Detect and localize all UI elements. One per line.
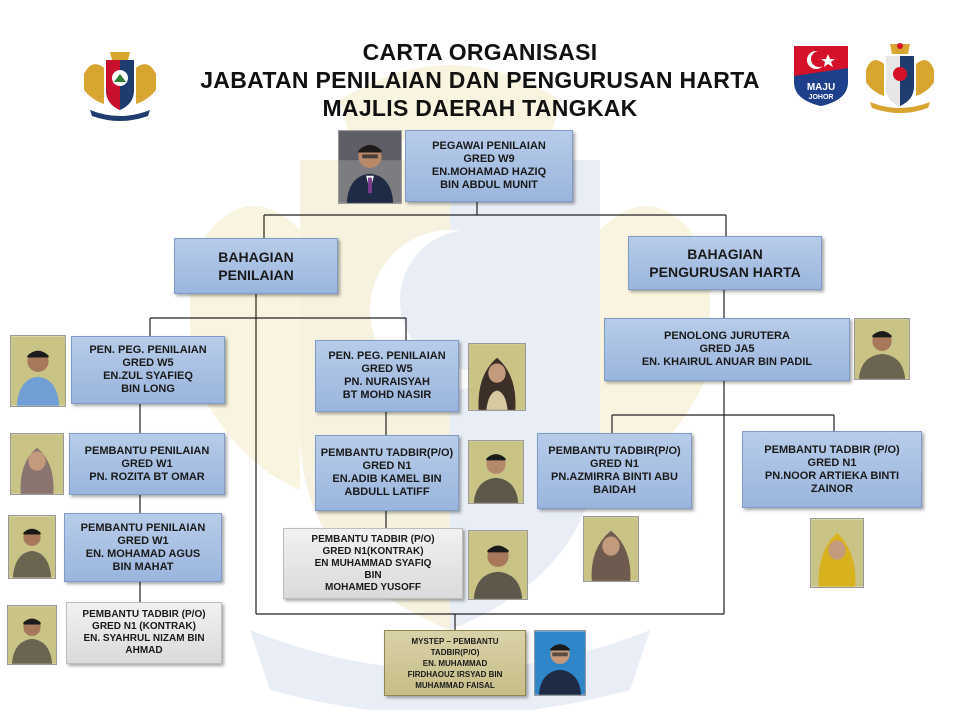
box-mystep-firdhaouz bbox=[384, 630, 526, 696]
nuraisyah-line-4: BT MOHD NASIR bbox=[342, 389, 432, 401]
adib-line-2: GRED N1 bbox=[362, 460, 412, 472]
mystep-line-2: TADBIR(P/O) bbox=[430, 647, 480, 657]
agus-line-4: BIN MAHAT bbox=[112, 560, 174, 573]
azmirra-line-3: PN.AZMIRRA BINTI ABU bbox=[551, 471, 678, 483]
box-noor-artieka bbox=[742, 431, 922, 508]
syahrul-line-1: PEMBANTU TADBIR (P/O) bbox=[82, 609, 206, 620]
khairul-line-2: GRED JA5 bbox=[699, 343, 755, 355]
johor-state-crest-logo bbox=[862, 40, 938, 114]
portrait-nuraisyah bbox=[468, 343, 526, 411]
box-pegawai-penilaian bbox=[405, 130, 573, 202]
maju-text: MAJU bbox=[806, 82, 836, 93]
mystep-line-5: MUHAMMAD FAISAL bbox=[415, 680, 495, 690]
azmirra-line-1: PEMBANTU TADBIR(P/O) bbox=[548, 445, 681, 457]
noor-line-4: ZAINOR bbox=[810, 482, 854, 495]
portrait-noor-artieka bbox=[810, 518, 864, 588]
zul-line-1: PEN. PEG. PENILAIAN bbox=[89, 344, 207, 356]
box-azmirra bbox=[537, 433, 692, 509]
portrait-muhammad-syafiq bbox=[468, 530, 528, 600]
section-harta-line-1: BAHAGIAN bbox=[687, 246, 763, 262]
maju-johor-logo bbox=[790, 42, 852, 108]
mystep-line-1: MYSTEP – PEMBANTU bbox=[411, 636, 499, 646]
head-line-3: EN.MOHAMAD HAZIQ bbox=[431, 166, 547, 178]
syahrul-line-4: AHMAD bbox=[125, 645, 163, 656]
box-nuraisyah bbox=[315, 340, 459, 412]
zul-line-3: EN.ZUL SYAFIEQ bbox=[103, 370, 193, 382]
portrait-firdhaouz bbox=[534, 630, 586, 696]
noor-line-3: PN.NOOR ARTIEKA BINTI bbox=[764, 469, 900, 482]
azmirra-line-4: BAIDAH bbox=[593, 484, 636, 496]
box-mohamad-agus bbox=[64, 513, 222, 582]
box-bahagian-pengurusan-harta bbox=[628, 236, 822, 290]
syafiq-line-4: BIN bbox=[364, 569, 382, 581]
mystep-line-3: EN. MUHAMMAD bbox=[422, 658, 488, 668]
title-line-2: JABATAN PENILAIAN DAN PENGURUSAN HARTA bbox=[200, 67, 760, 93]
head-line-1: PEGAWAI PENILAIAN bbox=[432, 140, 546, 152]
box-muhammad-syafiq bbox=[283, 528, 463, 599]
box-rozita bbox=[69, 433, 225, 495]
khairul-line-1: PENOLONG JURUTERA bbox=[664, 330, 790, 342]
section-harta-line-2: PENGURUSAN HARTA bbox=[649, 264, 801, 280]
portrait-adib-kamel bbox=[468, 440, 524, 504]
mdt-crest-logo bbox=[78, 46, 162, 122]
portrait-zul-syafieq bbox=[10, 335, 66, 407]
box-bahagian-penilaian bbox=[174, 238, 338, 294]
noor-line-1: PEMBANTU TADBIR (P/O) bbox=[764, 443, 900, 456]
box-zul-syafieq bbox=[71, 336, 225, 404]
head-line-4: BIN ABDUL MUNIT bbox=[440, 179, 538, 191]
syahrul-line-3: EN. SYAHRUL NIZAM BIN bbox=[83, 633, 205, 644]
zul-line-4: BIN LONG bbox=[121, 383, 175, 395]
box-syahrul-nizam bbox=[66, 602, 222, 664]
nuraisyah-line-1: PEN. PEG. PENILAIAN bbox=[328, 350, 446, 362]
noor-line-2: GRED N1 bbox=[807, 456, 857, 469]
khairul-line-3: EN. KHAIRUL ANUAR BIN PADIL bbox=[641, 356, 813, 368]
nuraisyah-line-2: GRED W5 bbox=[361, 363, 413, 375]
johor-text: JOHOR bbox=[808, 94, 834, 101]
title-line-3: MAJLIS DAERAH TANGKAK bbox=[322, 95, 638, 121]
syafiq-line-3: EN MUHAMMAD SYAFIQ bbox=[314, 557, 432, 569]
syahrul-line-2: GRED N1 (KONTRAK) bbox=[92, 621, 196, 632]
box-adib-kamel bbox=[315, 435, 459, 511]
rozita-line-2: GRED W1 bbox=[121, 457, 173, 470]
zul-line-2: GRED W5 bbox=[122, 357, 174, 369]
portrait-pegawai-penilaian bbox=[338, 130, 402, 204]
mystep-line-4: FIRDHAOUZ IRSYAD BIN bbox=[407, 669, 503, 679]
agus-line-3: EN. MOHAMAD AGUS bbox=[85, 547, 201, 560]
portrait-rozita bbox=[10, 433, 64, 495]
head-line-2: GRED W9 bbox=[463, 153, 515, 165]
portrait-syahrul-nizam bbox=[7, 605, 57, 665]
adib-line-4: ABDULL LATIFF bbox=[344, 486, 430, 498]
syafiq-line-5: MOHAMED YUSOFF bbox=[325, 581, 421, 593]
section-penilaian-line-2: PENILAIAN bbox=[218, 267, 294, 283]
rozita-line-1: PEMBANTU PENILAIAN bbox=[84, 444, 210, 457]
adib-line-3: EN.ADIB KAMEL BIN bbox=[332, 473, 442, 485]
nuraisyah-line-3: PN. NURAISYAH bbox=[344, 376, 430, 388]
syafiq-line-1: PEMBANTU TADBIR (P/O) bbox=[311, 533, 435, 545]
portrait-khairul-anuar bbox=[854, 318, 910, 380]
box-khairul-anuar bbox=[604, 318, 850, 381]
agus-line-1: PEMBANTU PENILAIAN bbox=[80, 521, 206, 534]
azmirra-line-2: GRED N1 bbox=[590, 458, 639, 470]
portrait-mohamad-agus bbox=[8, 515, 56, 579]
section-penilaian-line-1: BAHAGIAN bbox=[218, 249, 294, 265]
portrait-azmirra bbox=[583, 516, 639, 582]
agus-line-2: GRED W1 bbox=[117, 534, 169, 547]
syafiq-line-2: GRED N1(KONTRAK) bbox=[322, 545, 424, 557]
adib-line-1: PEMBANTU TADBIR(P/O) bbox=[320, 447, 454, 459]
title-line-1: CARTA ORGANISASI bbox=[362, 39, 598, 65]
rozita-line-3: PN. ROZITA BT OMAR bbox=[89, 470, 205, 483]
